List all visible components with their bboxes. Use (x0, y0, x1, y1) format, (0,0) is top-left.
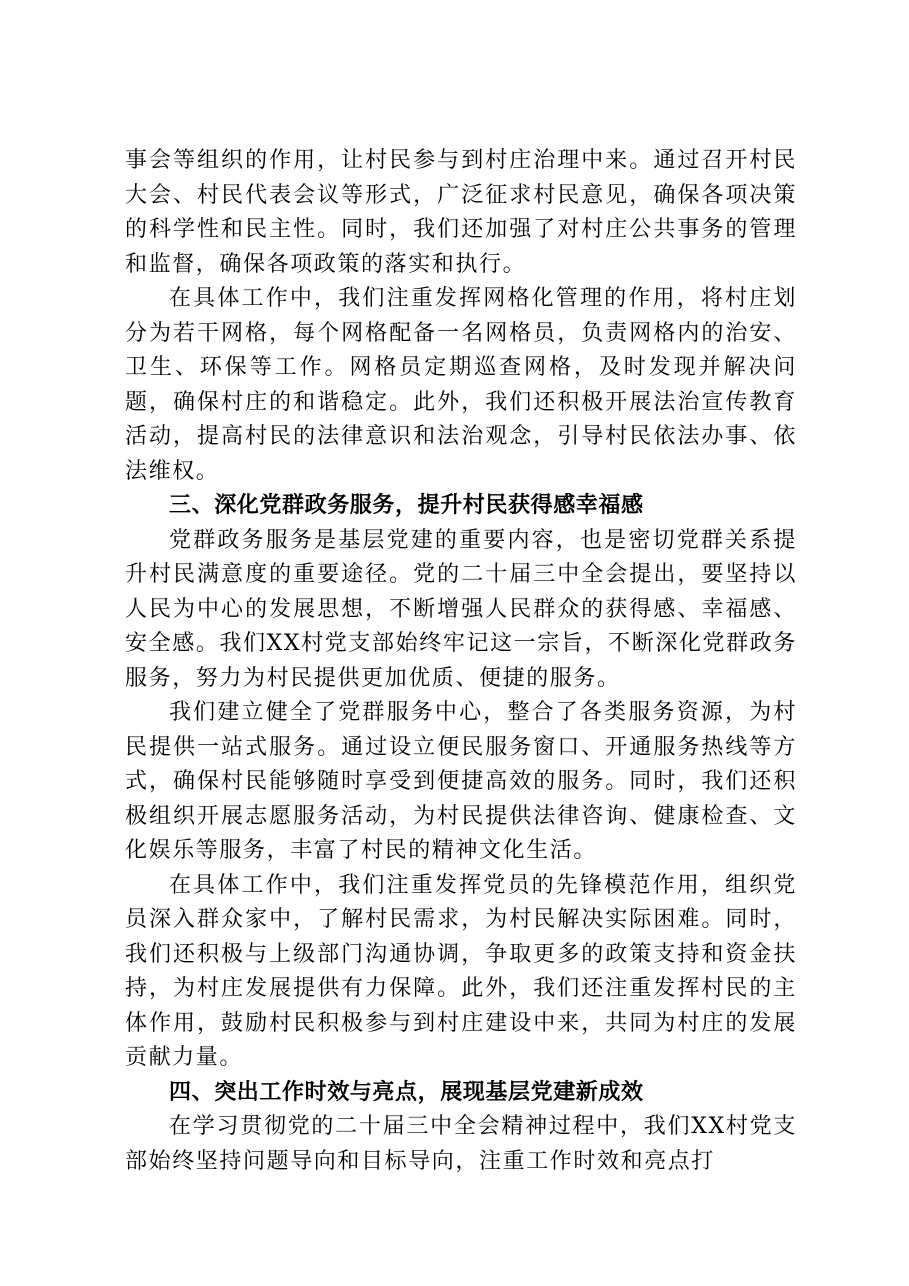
paragraph-continued: 事会等组织的作用，让村民参与到村庄治理中来。通过召开村民大会、村民代表会议等形式，广泛征求村民意见，确保各项决策的科学性和民主性。同时，我们还加强了对村庄公共事务的管理和监督，确保各项政策的落实和执行。 (125, 148, 797, 277)
document-page (125, 144, 797, 1179)
section-heading-three: 三、深化党群政务服务，提升村民获得感幸福感 (169, 493, 644, 518)
paragraph-service-center: 我们建立健全了党群服务中心，整合了各类服务资源，为村民提供一站式服务。通过设立便民服务窗口、开通服务热线等方式，确保村民能够随时享受到便捷高效的服务。同时，我们还积极组织开展志愿服务活动，为村民提供法律咨询、健康检查、文化娱乐等服务，丰富了村民的精神文化生活。 (125, 700, 797, 863)
paragraph-grid-management: 在具体工作中，我们注重发挥网格化管理的作用，将村庄划分为若干网格，每个网格配备一名网格员，负责网格内的治安、卫生、环保等工作。网格员定期巡查网格，及时发现并解决问题，确保村庄的和谐稳定。此外，我们还积极开展法治宣传教育活动，提高村民的法律意识和法治观念，引导村民依法办事、依法维权。 (125, 286, 797, 484)
section-heading-four: 四、突出工作时效与亮点，展现基层党建新成效 (169, 1079, 644, 1105)
paragraph-party-services: 党群政务服务是基层党建的重要内容，也是密切党群关系提升村民满意度的重要途径。党的二十届三中全会提出，要坚持以人民为中心的发展思想，不断增强人民群众的获得感、幸福感、安全感。我们XX村党支部始终牢记这一宗旨，不断深化党群政务服务，努力为村民提供更加优质、便捷的服务。 (125, 527, 797, 691)
paragraph-study-plenary: 在学习贯彻党的二十届三中全会精神过程中，我们XX村党支部始终坚持问题导向和目标导向，注重工作时效和亮点打 (125, 1114, 797, 1174)
paragraph-party-members: 在具体工作中，我们注重发挥党员的先锋模范作用，组织党员深入群众家中，了解村民需求，为村民解决实际困难。同时，我们还积极与上级部门沟通协调，争取更多的政策支持和资金扶持，为村庄发展提供有力保障。此外，我们还注重发挥村民的主体作用，鼓励村民积极参与到村庄建设中来，共同为村庄的发展贡献力量。 (125, 872, 797, 1070)
